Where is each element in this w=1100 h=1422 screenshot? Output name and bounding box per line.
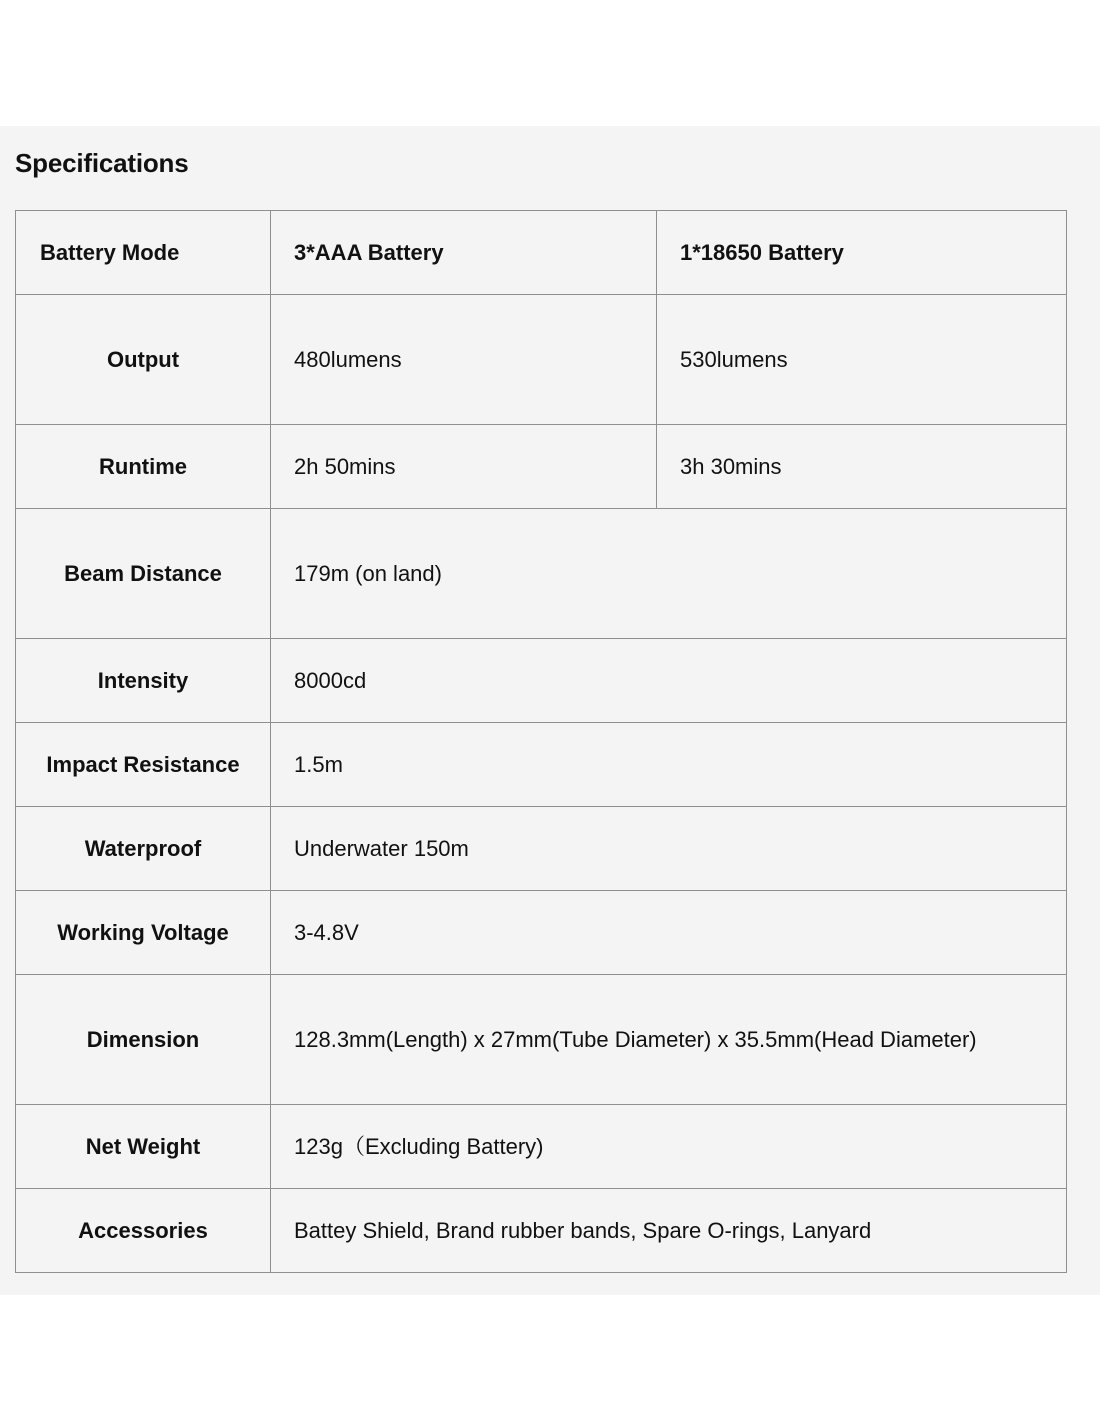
specifications-table [15, 210, 1067, 1273]
row-label: Intensity [16, 639, 271, 723]
table-row-output [16, 295, 1067, 425]
header-aaa-cell: 3*AAA Battery [271, 211, 657, 295]
row-label: Beam Distance [16, 509, 271, 639]
table-row-net-weight [16, 1105, 1067, 1189]
table-row-working-voltage [16, 891, 1067, 975]
table-row-runtime [16, 425, 1067, 509]
row-label: Net Weight [16, 1105, 271, 1189]
table-header-row [16, 211, 1067, 295]
row-value: Underwater 150m [271, 807, 1067, 891]
row-value-aaa: 480lumens [271, 295, 657, 425]
section-title: Specifications [15, 148, 189, 178]
row-value: 1.5m [271, 723, 1067, 807]
row-value-18650: 3h 30mins [657, 425, 1067, 509]
row-value: 179m (on land) [271, 509, 1067, 639]
table-row-waterproof [16, 807, 1067, 891]
table-row-impact-resistance [16, 723, 1067, 807]
header-label-cell: Battery Mode [16, 211, 271, 295]
row-value-aaa: 2h 50mins [271, 425, 657, 509]
row-label: Impact Resistance [16, 723, 271, 807]
table-row-intensity [16, 639, 1067, 723]
row-label: Dimension [16, 975, 271, 1105]
row-label: Output [16, 295, 271, 425]
row-label: Runtime [16, 425, 271, 509]
header-18650-cell: 1*18650 Battery [657, 211, 1067, 295]
row-value: Battey Shield, Brand rubber bands, Spare O-rings, Lanyard [271, 1189, 1067, 1273]
row-label: Waterproof [16, 807, 271, 891]
table-row-dimension [16, 975, 1067, 1105]
table-row-accessories [16, 1189, 1067, 1273]
row-value: 8000cd [271, 639, 1067, 723]
row-value-18650: 530lumens [657, 295, 1067, 425]
row-label: Accessories [16, 1189, 271, 1273]
row-value: 3-4.8V [271, 891, 1067, 975]
row-value: 123g（Excluding Battery) [271, 1105, 1067, 1189]
table-row-beam-distance [16, 509, 1067, 639]
row-label: Working Voltage [16, 891, 271, 975]
row-value: 128.3mm(Length) x 27mm(Tube Diameter) x 35.5mm(Head Diameter) [271, 975, 1067, 1105]
